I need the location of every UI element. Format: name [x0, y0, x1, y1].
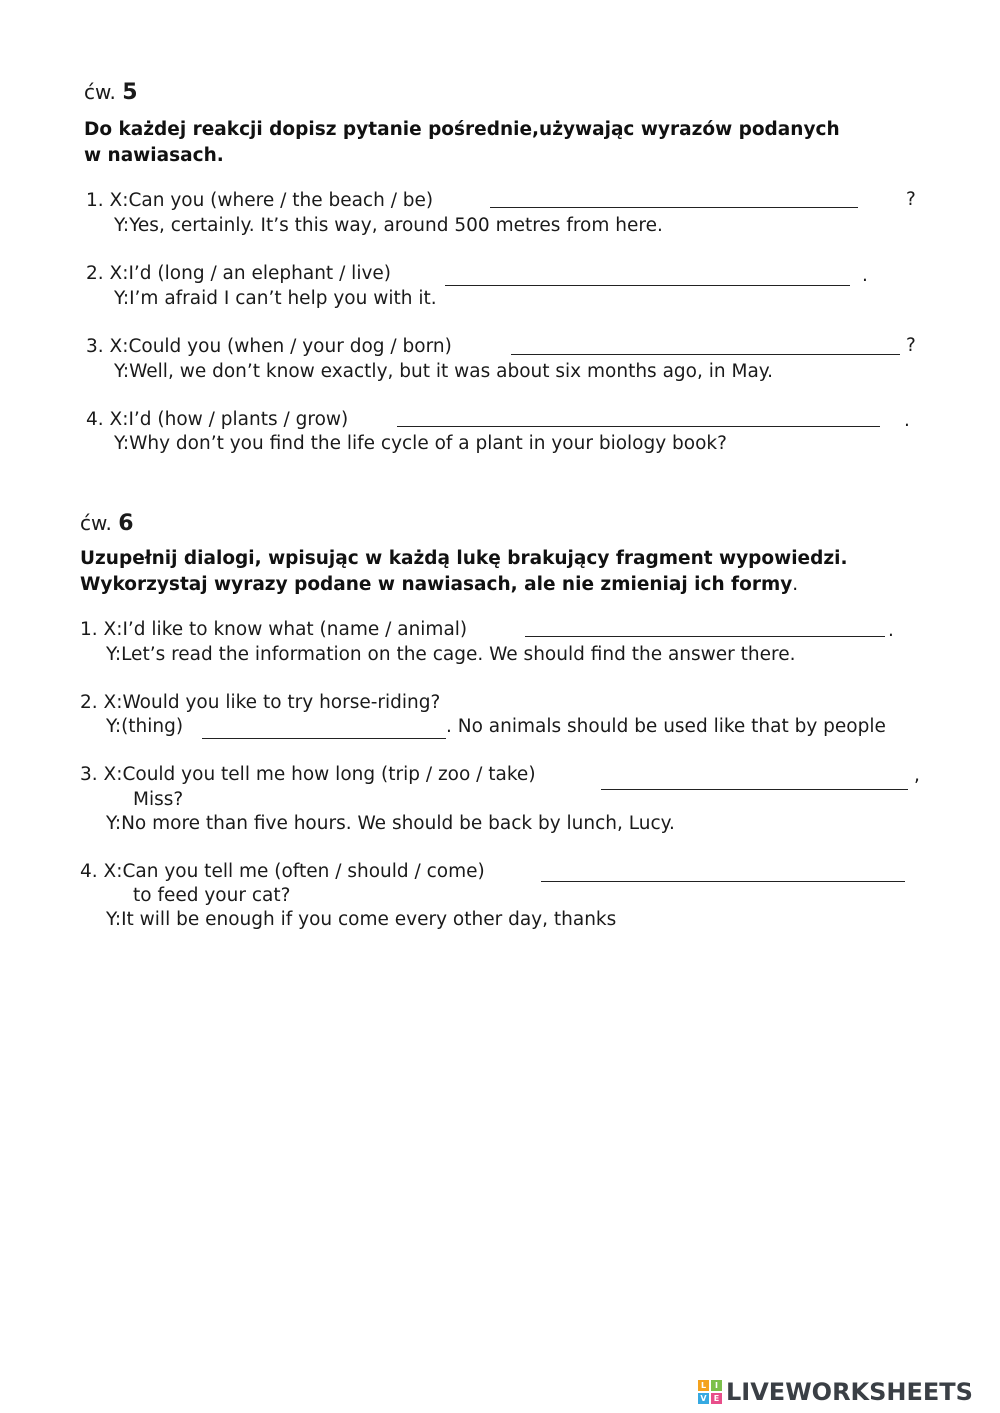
- ex6-item-4-x: [80, 860, 485, 884]
- ex6-item-2-y-suffix: . No animals should be used like that by people: [446, 716, 886, 737]
- liveworksheets-logo-icon: [698, 1380, 722, 1404]
- ex5-item-2-y: Y:I’m afraid I can’t help you with it.: [114, 288, 437, 309]
- exercise-5-instruction: [84, 117, 840, 169]
- ex6-item-3-y: Y:No more than five hours. We should be back by lunch, Lucy.: [106, 813, 675, 834]
- ex6-item-3-x: [80, 763, 536, 787]
- ex6-item-4-y: Y:It will be enough if you come every other day, thanks: [106, 909, 617, 930]
- ex6-item-4-answer-blank[interactable]: [541, 881, 905, 882]
- exercise-6-instruction-line-2: [80, 572, 847, 598]
- ex6-item-4-question: X:Can you tell me (often / should / come): [103, 861, 485, 882]
- ex5-item-1-end: ?: [906, 189, 916, 210]
- exercise-6-instruction-line-2-text: Wykorzystaj wyrazy podane w nawiasach, ale nie zmieniaj ich formy: [80, 574, 793, 595]
- ex5-item-3-number: 3.: [86, 336, 104, 357]
- ex5-item-4-number: 4.: [86, 409, 104, 430]
- ex5-item-3-end: ?: [906, 335, 916, 356]
- ex6-item-1-answer-blank[interactable]: [525, 636, 885, 637]
- ex6-item-2-number: 2.: [80, 692, 98, 713]
- exercise-5-number: 5: [122, 80, 138, 105]
- ex5-item-4-question: X:I’d (how / plants / grow): [109, 409, 349, 430]
- ex5-item-4-y: Y:Why don’t you find the life cycle of a plant in your biology book?: [114, 433, 727, 454]
- ex5-item-3-question: X:Could you (when / your dog / born): [109, 336, 452, 357]
- ex6-item-2-question: X:Would you like to try horse-riding?: [103, 692, 441, 713]
- ex5-item-4-end: .: [904, 410, 910, 431]
- exercise-5-label: ćw.: [84, 80, 116, 104]
- ex6-item-3-question: X:Could you tell me how long (trip / zoo / take): [103, 764, 536, 785]
- exercise-5-heading: [84, 80, 138, 105]
- ex5-item-1-answer-blank[interactable]: [490, 207, 858, 208]
- ex5-item-1-question: X:Can you (where / the beach / be): [109, 190, 434, 211]
- exercise-5-instruction-line-2: w nawiasach.: [84, 145, 224, 166]
- ex5-item-2-x: [86, 262, 391, 286]
- ex5-item-3-y: Y:Well, we don’t know exactly, but it was about six months ago, in May.: [114, 361, 773, 382]
- exercise-6-label: ćw.: [80, 511, 112, 535]
- ex6-item-1-x: [80, 618, 467, 642]
- ex5-item-2-end: .: [862, 265, 868, 286]
- ex5-item-2-question: X:I’d (long / an elephant / live): [109, 263, 392, 284]
- ex5-item-1-y: Y:Yes, certainly. It’s this way, around 500 metres from here.: [114, 215, 663, 236]
- liveworksheets-logo: [698, 1378, 973, 1406]
- exercise-6-instruction: [80, 546, 847, 598]
- ex6-item-3-answer-blank[interactable]: [601, 789, 908, 790]
- ex5-item-3-answer-blank[interactable]: [511, 354, 900, 355]
- exercise-6-number: 6: [118, 511, 134, 536]
- ex5-item-2-answer-blank[interactable]: [445, 285, 850, 286]
- ex6-item-1-end: .: [888, 620, 894, 641]
- ex6-item-2-y-prefix: Y:(thing): [106, 716, 184, 737]
- ex6-item-1-question: X:I’d like to know what (name / animal): [103, 619, 468, 640]
- ex6-item-1-y: Y:Let’s read the information on the cage. We should find the answer there.: [106, 644, 796, 665]
- exercise-6-instruction-line-1: Uzupełnij dialogi, wpisując w każdą lukę brakujący fragment wypowiedzi.: [80, 548, 848, 569]
- logo-letter-v: V: [698, 1393, 709, 1404]
- exercise-5-instruction-line-1: Do każdej reakcji dopisz pytanie pośrednie,używając wyrazów podanych: [84, 119, 840, 140]
- ex5-item-1-x: [86, 189, 433, 213]
- ex5-item-4-answer-blank[interactable]: [397, 426, 880, 427]
- logo-letter-e: E: [711, 1393, 722, 1404]
- ex6-item-1-number: 1.: [80, 619, 98, 640]
- logo-letter-l: L: [698, 1380, 709, 1391]
- ex5-item-4-x: [86, 408, 348, 432]
- ex6-item-2-answer-blank[interactable]: [202, 738, 446, 739]
- ex6-item-3-x-continued: Miss?: [133, 789, 184, 810]
- ex6-item-3-end: ,: [914, 765, 920, 786]
- exercise-6-heading: [80, 511, 134, 536]
- ex6-item-4-x-continued: to feed your cat?: [133, 885, 291, 906]
- ex5-item-3-x: [86, 335, 452, 359]
- ex6-item-2-x: [80, 691, 440, 715]
- logo-letter-i: I: [711, 1380, 722, 1391]
- liveworksheets-logo-text: LIVEWORKSHEETS: [726, 1378, 973, 1406]
- ex5-item-2-number: 2.: [86, 263, 104, 284]
- ex6-item-3-number: 3.: [80, 764, 98, 785]
- ex5-item-1-number: 1.: [86, 190, 104, 211]
- ex6-item-4-number: 4.: [80, 861, 98, 882]
- exercise-6-instruction-line-2-end: .: [792, 574, 799, 595]
